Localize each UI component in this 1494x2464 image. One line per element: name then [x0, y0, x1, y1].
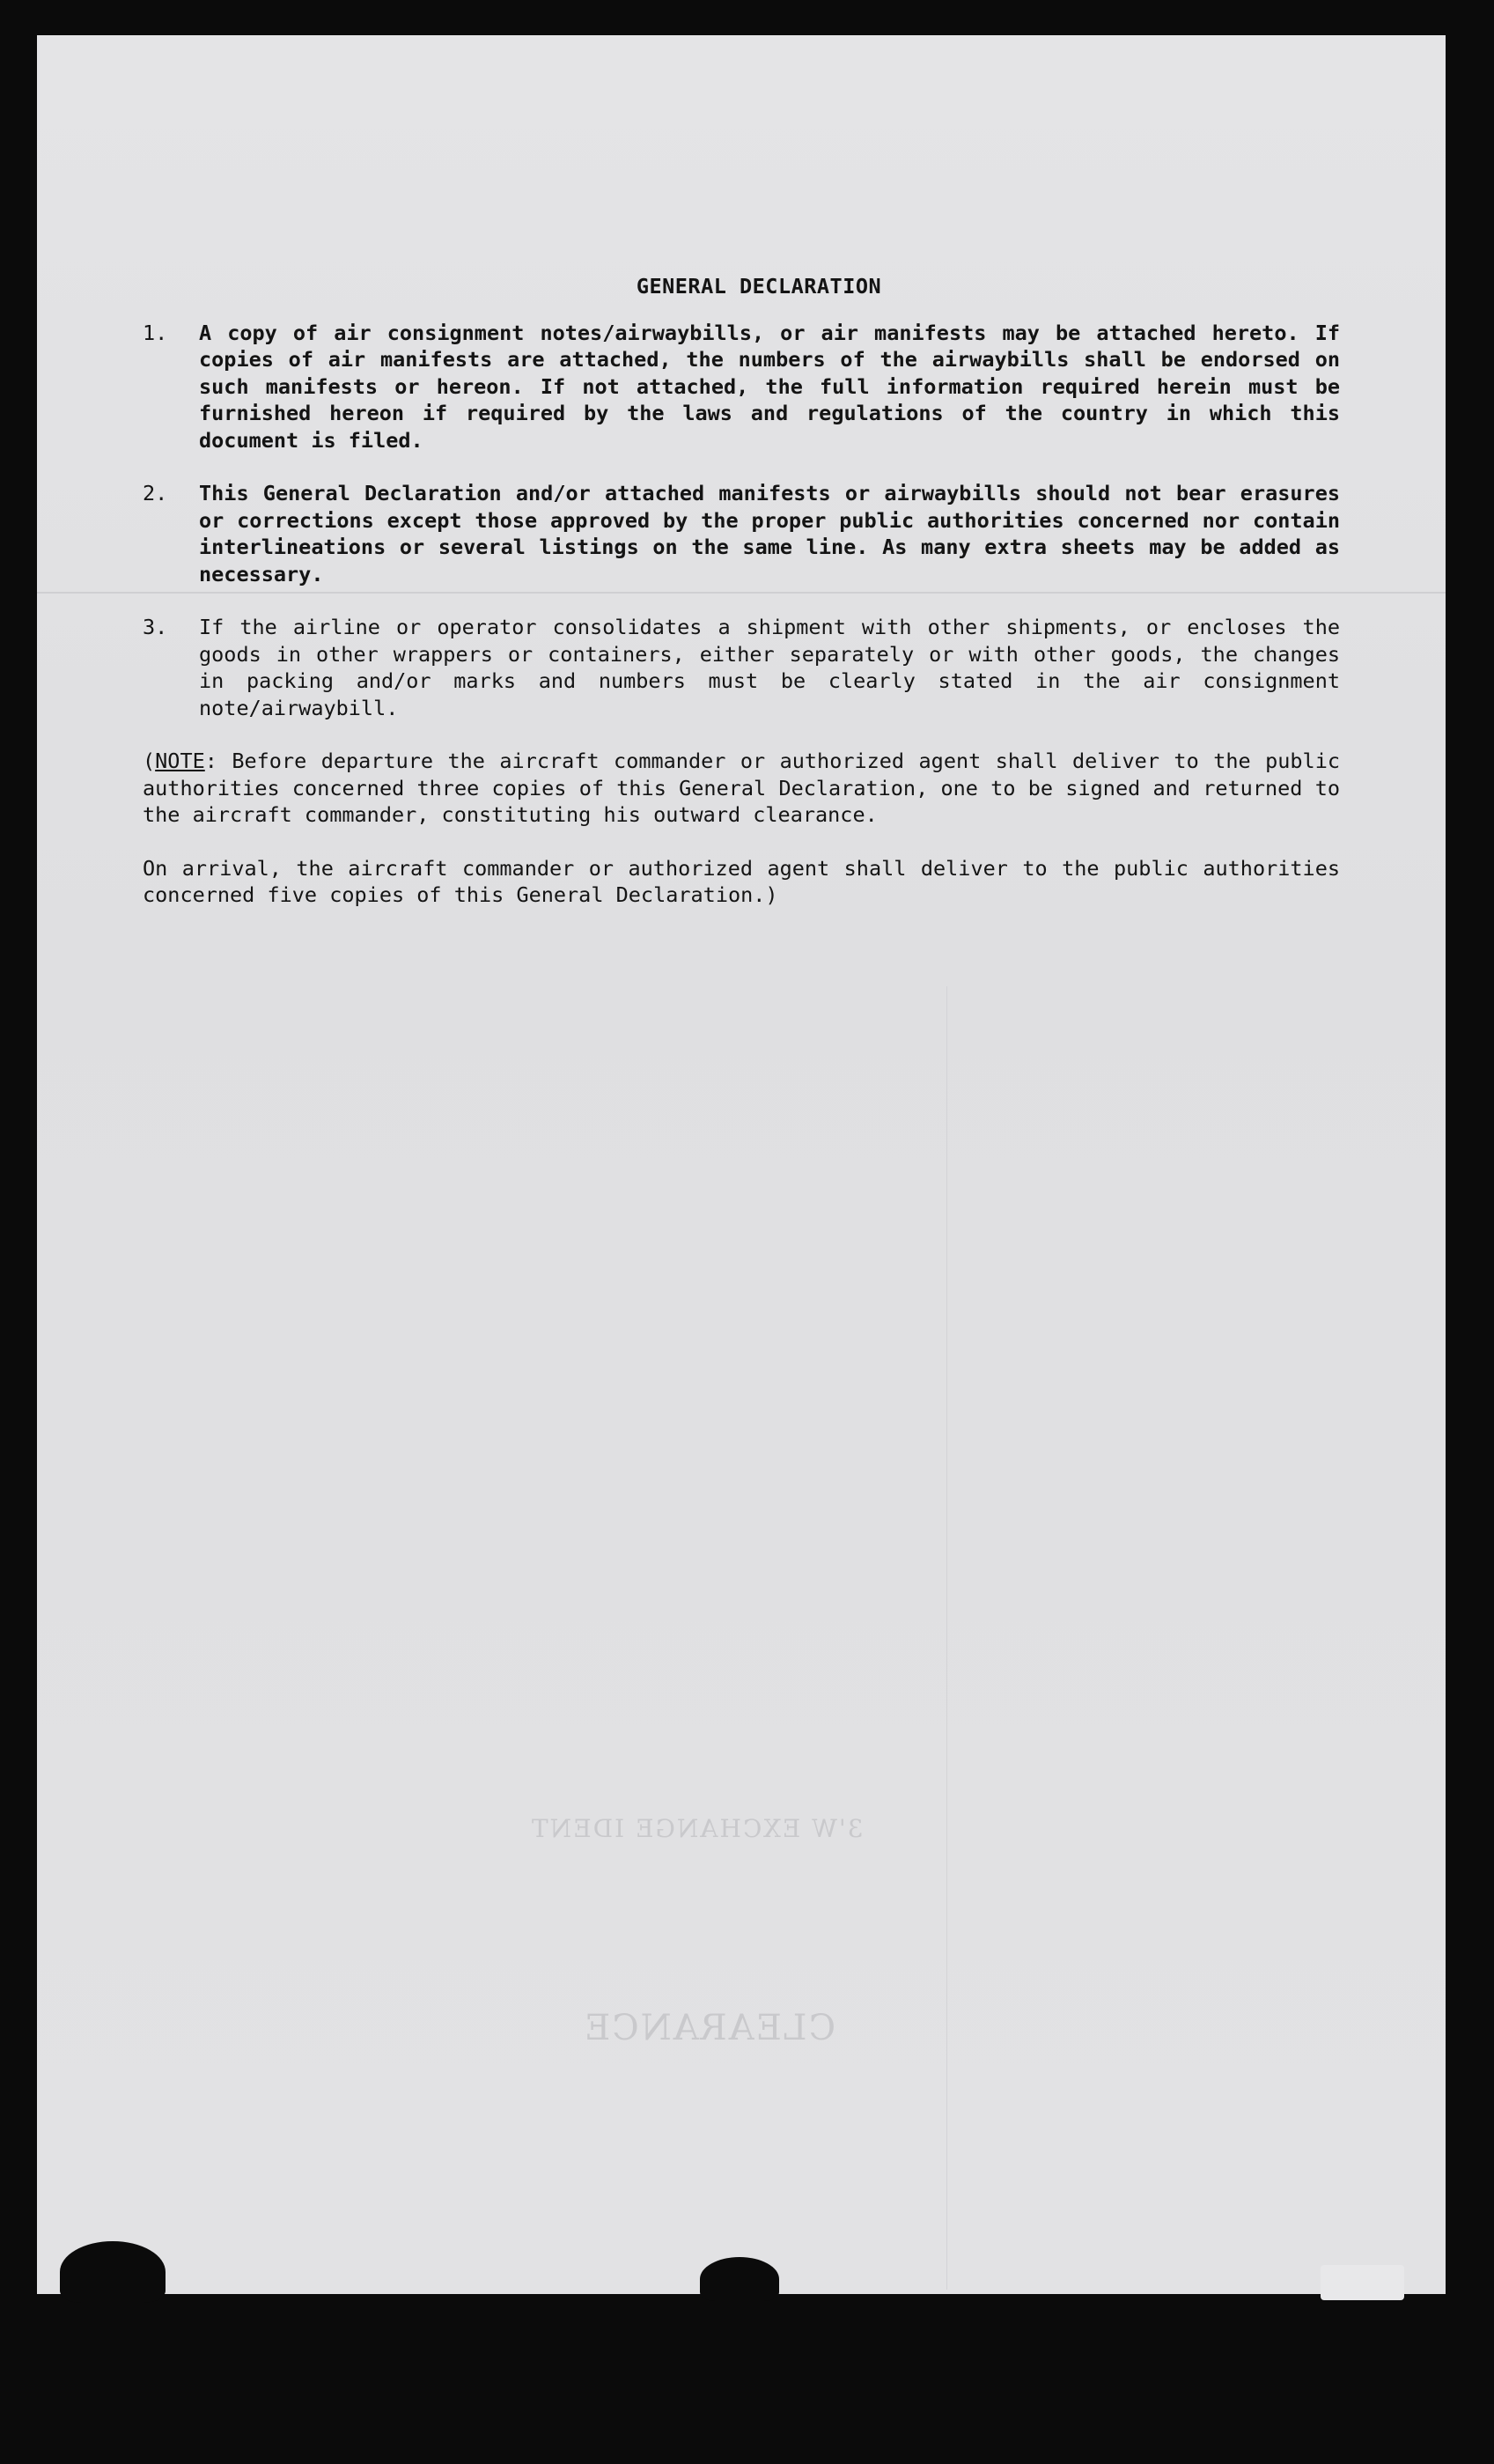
- note-open-paren: (: [143, 749, 156, 773]
- item-text: If the airline or operator consolidates a shipment with other shipments, or encloses the goods in other wrappers or containers, either separately or with other goods, the changes in packing and/or marks and numbers must be clearly stated in the air consignment note/airwaybill.: [199, 615, 1340, 720]
- fold-line-vertical: [946, 986, 947, 2290]
- torn-edge-left: [60, 2241, 166, 2303]
- arrival-paragraph: On arrival, the aircraft commander or authorized agent shall deliver to the public authorities concerned five copies of this General Declaration.): [143, 855, 1340, 907]
- item-number: 1.: [143, 320, 168, 345]
- general-declaration-document: [143, 273, 1340, 909]
- paper-sheet: [37, 35, 1446, 2294]
- paper-scrap-right: [1321, 2265, 1404, 2300]
- list-item: [143, 480, 1340, 587]
- item-text: A copy of air consignment notes/airwaybills, or air manifests may be attached hereto. If copies of air manifests are attached, the numbers of the airwaybills shall be endorsed on such manifests or hereon. If not attached, the full information required herein must be furnished hereon if required by the laws and regulations of the country in which this document is filed.: [199, 320, 1340, 453]
- bleed-through-text: CLEARANCE: [583, 2008, 836, 2048]
- torn-edge-center: [700, 2257, 779, 2301]
- page-title: GENERAL DECLARATION: [636, 274, 882, 299]
- item-number: 2.: [143, 481, 168, 505]
- note-paragraph: [143, 748, 1340, 829]
- item-number: 3.: [143, 615, 168, 639]
- bleed-through-text: 3'W EXCHANGE IDENT: [530, 1814, 864, 1843]
- item-text: This General Declaration and/or attached manifests or airwaybills should not bear erasures or corrections except those approved by the proper public authorities concerned nor contain interlineations or several listings on the same line. As many extra sheets may be added as necessary.: [199, 481, 1340, 586]
- list-item: [143, 614, 1340, 721]
- list-item: [143, 320, 1340, 454]
- note-label: NOTE: [155, 749, 205, 773]
- note-text: : Before departure the aircraft commander or authorized agent shall deliver to the public authorities concerned three copies of this General Declaration, one to be signed and returned to the aircraft commander, constituting his outward clearance.: [143, 749, 1340, 827]
